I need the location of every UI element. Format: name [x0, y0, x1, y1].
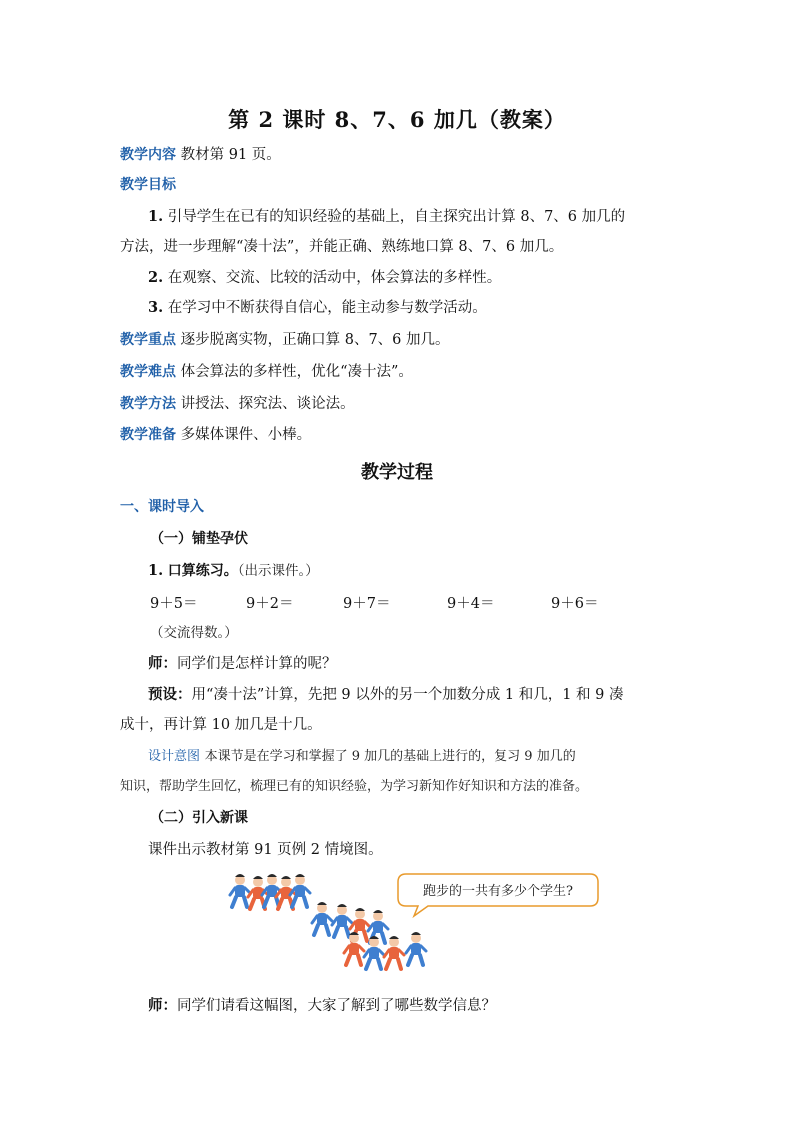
- calc-item: 9＋6＝: [551, 596, 599, 612]
- teacher-text-2: 同学们请看这幅图，大家了解到了哪些数学信息？: [177, 998, 496, 1014]
- runner-figure: [230, 874, 250, 907]
- content-text: 教材第 91 页。: [180, 147, 281, 163]
- preset-line-1: [148, 685, 624, 705]
- teacher-question-2: [148, 996, 496, 1016]
- calc-item: 9＋2＝: [246, 596, 294, 612]
- design-intent-line-1: [148, 746, 576, 767]
- runner-figure: [290, 874, 310, 907]
- method-label: 教学方法: [120, 396, 176, 412]
- key-label: 教学重点: [120, 332, 176, 348]
- design-intent-label: 设计意图: [148, 749, 201, 764]
- prep-label: 教学准备: [120, 427, 176, 443]
- goal-1-line-1: [148, 207, 625, 227]
- method-row: [120, 394, 355, 414]
- teacher-label: 师：: [148, 655, 177, 672]
- goal-3-number: 3.: [148, 299, 164, 316]
- prep-text: 多媒体课件、小棒。: [180, 427, 312, 443]
- subsection-1-heading: [150, 529, 248, 549]
- goals-label: 教学目标: [120, 177, 176, 193]
- method-text: 讲授法、探究法、谈论法。: [180, 396, 355, 412]
- goal-1-line-2: 方法，进一步理解“凑十法”，并能正确、熟练地口算 8、7、6 加几。: [120, 239, 564, 255]
- runner-figure: [406, 932, 426, 965]
- design-intent-line-2: [120, 776, 588, 797]
- teacher-label-2: 师：: [148, 997, 177, 1014]
- runner-figure: [312, 902, 332, 935]
- content-label: 教学内容: [120, 147, 176, 163]
- calc-item: 9＋5＝: [150, 596, 198, 612]
- goal-3: [148, 298, 487, 318]
- design-intent-text-2: 知识，帮助学生回忆，梳理已有的知识经验，为学习新知作好知识和方法的准备。: [120, 779, 589, 794]
- exchange-note: [150, 623, 238, 643]
- calc-item: 9＋7＝: [343, 596, 391, 612]
- oral-practice-number: 1.: [148, 562, 164, 579]
- goal-2: [148, 268, 501, 288]
- preset-label: 预设：: [148, 686, 192, 703]
- section-1-heading: [120, 497, 204, 517]
- subsection-2-heading: [150, 808, 248, 828]
- goal-2-number: 2.: [148, 269, 164, 286]
- speech-bubble-text: 跑步的一共有多少个学生?: [423, 884, 573, 899]
- goal-1-number: 1.: [148, 208, 164, 225]
- runner-figure: [332, 904, 352, 937]
- calc-item: 9＋4＝: [447, 596, 495, 612]
- preset-line-2: 成十，再计算 10 加几是十几。: [120, 717, 322, 733]
- goal-2-text: 在观察、交流、比较的活动中，体会算法的多样性。: [167, 270, 502, 286]
- key-row: [120, 330, 450, 350]
- goal-3-text: 在学习中不断获得自信心，能主动参与数学活动。: [167, 300, 487, 316]
- content-row: [120, 145, 281, 165]
- courseware-line: 课件出示教材第 91 页例 2 情境图。: [148, 842, 383, 858]
- key-text: 逐步脱离实物，正确口算 8、7、6 加几。: [180, 332, 450, 348]
- runner-figure: [384, 936, 404, 969]
- process-title: 教学过程: [361, 462, 433, 483]
- difficulty-label: 教学难点: [120, 364, 176, 380]
- design-intent-text-1: 本课节是在学习和掌握了 9 加几的基础上进行的，复习 9 加几的: [204, 749, 576, 764]
- preset-text-1: 用“凑十法”计算，先把 9 以外的另一个加数分成 1 和几，1 和 9 凑: [191, 687, 624, 703]
- page-title: 第 2 课时 8、7、6 加几（教案）: [228, 107, 566, 132]
- oral-practice-row: [148, 561, 319, 581]
- section-1-heading-text: 一、课时导入: [120, 499, 204, 515]
- oral-practice-note: （出示课件。）: [237, 563, 319, 579]
- goals-label-row: [120, 175, 176, 195]
- goal-1-text: 引导学生在已有的知识经验的基础上，自主探究出计算 8、7、6 加几的: [167, 209, 626, 225]
- subsection-2-text: （二）引入新课: [150, 810, 248, 826]
- running-students-illustration: [228, 868, 600, 978]
- difficulty-row: [120, 362, 413, 382]
- prep-row: [120, 425, 311, 445]
- oral-practice-title: 口算练习。: [167, 563, 238, 579]
- exchange-note-text: （交流得数。）: [150, 625, 238, 641]
- teacher-text: 同学们是怎样计算的呢？: [177, 656, 337, 672]
- difficulty-text: 体会算法的多样性，优化“凑十法”。: [180, 364, 413, 380]
- subsection-1-text: （一）铺垫孕伏: [150, 531, 248, 547]
- teacher-question-1: [148, 654, 337, 674]
